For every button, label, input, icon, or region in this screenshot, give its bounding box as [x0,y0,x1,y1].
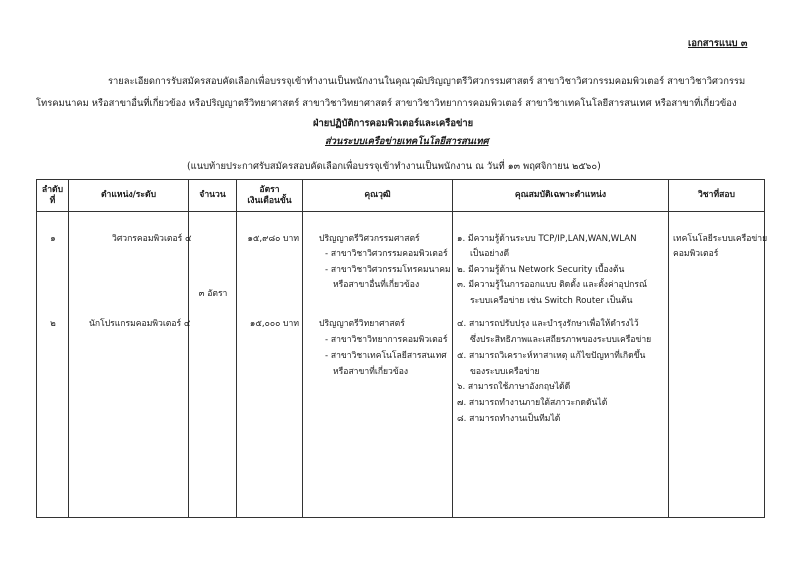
row-1-degree: ปริญญาตรีวิศวกรรมศาสตร์ [319,234,420,244]
document-reference: เอกสารแนบ ๓ [688,38,748,49]
skill-line: ๔. สามารถปรับปรุง และบำรุงรักษาเพื่อให้ดำรงไว้ [457,319,639,329]
department-title: ฝ่ายปฏิบัติการคอมพิวเตอร์และเครือข่าย [313,118,474,129]
skill-line: ๒. มีความรู้ด้าน Network Security เบื้องต้น [457,265,625,275]
positions-table [36,179,768,518]
salary-column [237,212,303,518]
attachment-note: (แนบท้ายประกาศรับสมัครสอบคัดเลือกเพื่อบรรจุเข้าทำงานเป็นพนักงาน ณ วันที่ ๑๓ พฤศจิกายน ๒๕๖๐) [187,161,601,172]
header-exam-subject: วิชาที่สอบ [669,180,765,212]
row-2-major-1: - สาขาวิชาวิทยาการคอมพิวเตอร์ [325,335,448,345]
header-rate [237,180,303,212]
specific-skills-column [453,212,669,518]
heading-line-2: โทรคมนาคม หรือสาขาอื่นที่เกี่ยวข้อง หรือปริญญาตรีวิทยาศาสตร์ สาขาวิชาวิทยาศาสตร์ สาขาวิชาวิทยาการคอมพิวเตอร์ สาขาวิชาเทคโนโลยีสารสนเทศ หรือสาขาที่เกี่ยวข้อง [36,98,737,109]
row-2-salary: ๑๕,๐๐๐ บาท [249,319,299,329]
table-row [37,212,765,518]
row-2-degree: ปริญญาตรีวิทยาศาสตร์ [319,319,405,329]
skill-line: ๕. สามารถวิเคราะห์หาสาเหตุ แก้ไขปัญหาที่เกิดขึ้น [457,351,646,361]
table-header-row [37,180,765,212]
skill-line: ๖. สามารถใช้ภาษาอังกฤษได้ดี [457,382,571,392]
row-1-position: วิศวกรคอมพิวเตอร์ ๔ [112,234,192,244]
header-position: ตำแหน่ง/ระดับ [69,180,189,212]
qualification-column [303,212,453,518]
position-column [69,212,192,518]
quantity-column [189,212,237,518]
header-order: ลำดับที่ [37,180,69,212]
row-1-order: ๑ [50,234,56,244]
row-1-major-3: หรือสาขาอื่นที่เกี่ยวข้อง [333,280,420,290]
skill-line: ระบบเครือข่าย เช่น Switch Router เป็นต้น [470,296,633,306]
exam-subject-line-1: เทคโนโลยีระบบเครือข่าย [673,234,768,244]
header-qualification: คุณวุฒิ [303,180,453,212]
section-title: ส่วนระบบเครือข่ายเทคโนโลยีสารสนเทศ [325,136,489,147]
header-specific-skills: คุณสมบัติเฉพาะตำแหน่ง [453,180,669,212]
skill-line: ๓. มีความรู้ในการออกแบบ ติดตั้ง และตั้งค่าอุปกรณ์ [457,280,647,290]
row-2-major-3: หรือสาขาที่เกี่ยวข้อง [333,367,409,377]
exam-subject-column [669,212,768,518]
shared-quantity: ๓ อัตรา [198,289,228,299]
heading-line-1: รายละเอียดการรับสมัครสอบคัดเลือกเพื่อบรรจุเข้าทำงานเป็นพนักงานในคุณวุฒิปริญญาตรีวิศวกรรมศาสตร์ สาขาวิชาวิศวกรรมคอมพิวเตอร์ สาขาวิชาวิศวกรรม [108,76,746,87]
exam-subject-line-2: คอมพิวเตอร์ [673,249,719,259]
order-column [37,212,69,518]
row-1-salary: ๑๕,๙๘๐ บาท [247,234,299,244]
row-2-order: ๒ [50,319,56,329]
row-2-major-2: - สาขาวิชาเทคโนโลยีสารสนเทศ [325,351,447,361]
skill-line: เป็นอย่างดี [470,249,510,259]
row-1-major-2: - สาขาวิชาวิศวกรรมโทรคมนาคม [325,265,451,275]
row-1-major-1: - สาขาวิชาวิศวกรรมคอมพิวเตอร์ [325,249,448,259]
header-quantity: จำนวน [189,180,237,212]
skill-line: ๗. สามารถทำงานภายใต้สภาวะกดดันได้ [457,398,608,408]
header-rate-line-2: เงินเดือนขั้น [247,195,292,206]
skill-line: ๘. สามารถทำงานเป็นทีมได้ [457,414,561,424]
skill-line: ๑. มีความรู้ด้านระบบ TCP/IP,LAN,WAN,WLAN [457,234,637,244]
skill-line: ของระบบเครือข่าย [470,367,540,377]
row-2-position: นักโปรแกรมคอมพิวเตอร์ ๔ [89,319,191,329]
header-rate-line-1: อัตรา [259,184,280,195]
skill-line: ซึ่งประสิทธิภาพและเสถียรภาพของระบบเครือข่าย [470,335,652,345]
